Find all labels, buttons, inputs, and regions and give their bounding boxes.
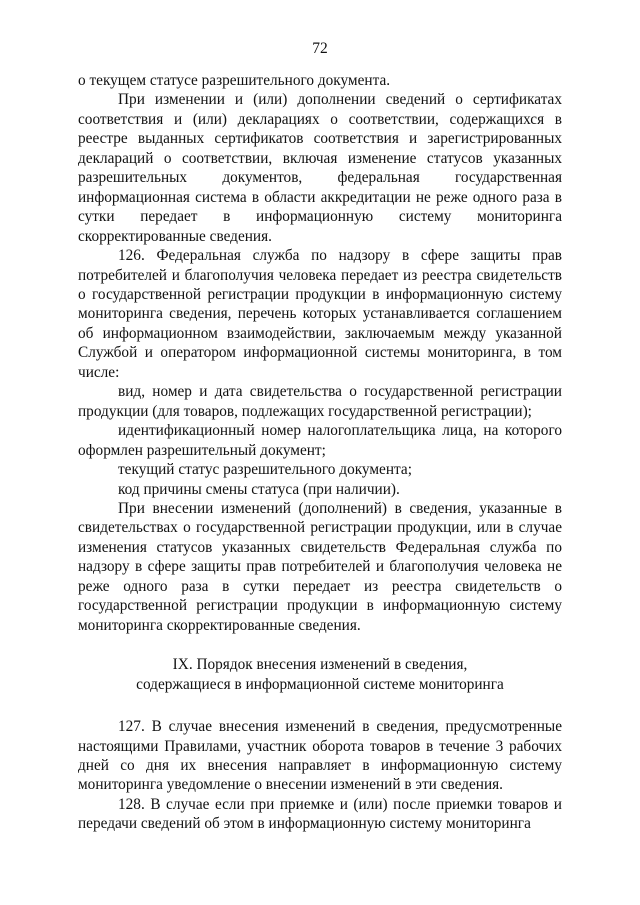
paragraph-registration-changes: При внесении изменений (дополнений) в сведения, указанные в свидетельствах о государственной регистрации продукции, или в случае изменения статусов указанных свидетельств Федеральная служба по надзору в сфере защиты прав потребителей и благополучия человека не реже одного раза в сутки передает из реестра свидетельств о государственной регистрации продукции в информационную систему мониторинга скорректированные сведения. [78,499,562,634]
paragraph-128: 128. В случае если при приемке и (или) после приемки товаров и передачи сведений об этом в информационную систему мониторинга [78,795,562,833]
section-heading-line-2: содержащиеся в информационной системе мониторинга [136,675,504,693]
list-item-certificate-type: вид, номер и дата свидетельства о государственной регистрации продукции (для товаров, подлежащих государственной регистрации); [78,383,562,420]
paragraph-continuation: о текущем статусе разрешительного документа. [78,72,391,89]
document-body [78,71,562,834]
paragraph-accreditation-changes: При изменении и (или) дополнении сведений о сертификатах соответствия и (или) декларациях о соответствии, содержащихся в реестре выданных сертификатов соответствия и зарегистрированных деклараций о соответствии, включая изменение статусов указанных разрешительных документов, федеральная государственная информационная система в области аккредитации не реже одного раза в сутки передает в информационную систему мониторинга скорректированные сведения. [78,91,562,245]
page-number: 72 [312,40,328,57]
list-item-taxpayer-id: идентификационный номер налогоплательщика лица, на которого оформлен разрешительный документ; [78,422,562,459]
paragraph-127: 127. В случае внесения изменений в сведения, предусмотренные настоящими Правилами, участник оборота товаров в течение 3 рабочих дней со дня их внесения направляет в информационную систему мониторинга уведомление о внесении изменений в эти сведения. [78,718,562,794]
list-item-status-change-reason: код причины смены статуса (при наличии). [118,480,400,498]
section-heading-line-1: IX. Порядок внесения изменений в сведения, [172,656,468,674]
section-heading [78,655,562,694]
list-item-current-status: текущий статус разрешительного документа; [118,461,412,479]
paragraph-126: 126. Федеральная служба по надзору в сфере защиты прав потребителей и благополучия человека передает из реестра свидетельств о государственной регистрации продукции в информационную систему мониторинга сведения, перечень которых устанавливается соглашением об информационном взаимодействии, заключаемым между указанной Службой и оператором информационной системы мониторинга, в том числе: [78,247,562,381]
